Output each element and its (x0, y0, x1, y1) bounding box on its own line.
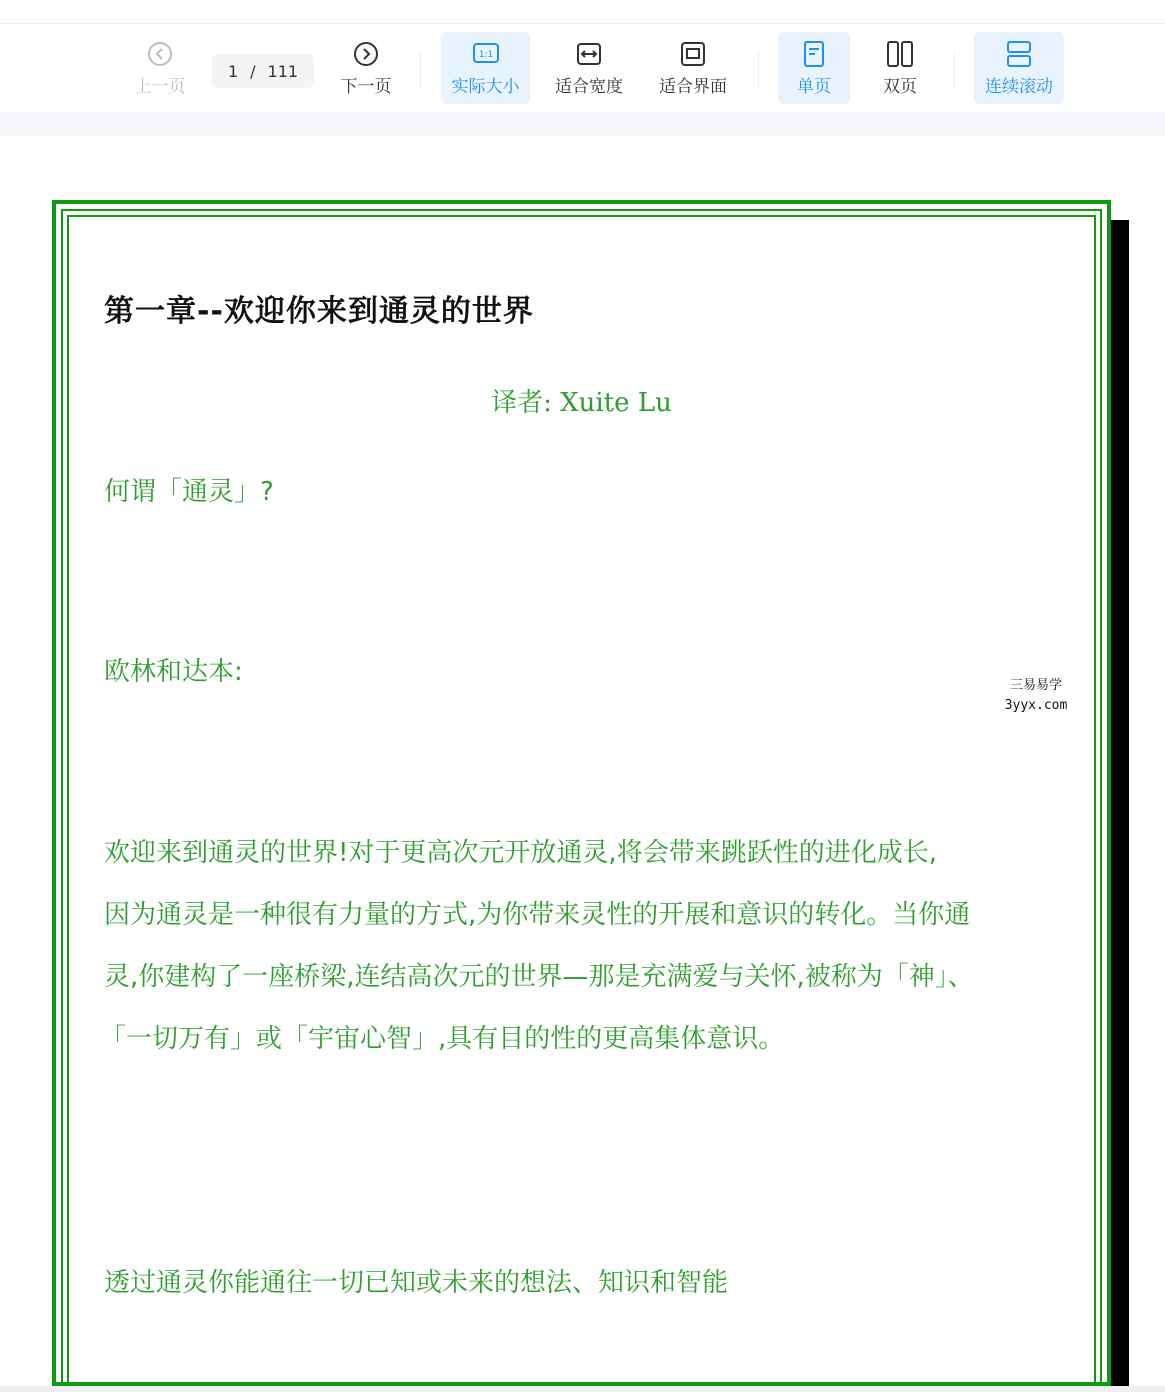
chevron-left-circle-icon (146, 40, 174, 68)
watermark-line1: 三易易学 (1009, 678, 1062, 693)
watermark-line2: 3yyx.com (1004, 698, 1068, 713)
window-bottom-strip (0, 1386, 1165, 1392)
double-page-label: 双页 (883, 76, 917, 97)
translator-credit: 译者: Xuite Lu (491, 388, 672, 418)
single-page-icon (800, 40, 828, 68)
continuous-scroll-button[interactable] (974, 32, 1064, 104)
greeting-line: 欧林和达本: (104, 657, 243, 687)
chevron-right-circle-icon (352, 40, 380, 68)
prev-page-button[interactable] (124, 32, 196, 104)
paragraph-line: 灵,你建构了一座桥梁,连结高次元的世界—那是充满爱与关怀,被称为「神」、 (104, 962, 974, 992)
site-watermark (990, 672, 1082, 720)
page-shadow (1109, 220, 1129, 1386)
total-pages: 111 (267, 61, 299, 81)
page-counter[interactable] (212, 54, 314, 88)
section-question: 何谓「通灵」? (104, 477, 274, 507)
paragraph-line: 欢迎来到通灵的世界!对于更高次元开放通灵,将会带来跳跃性的进化成长, (104, 838, 937, 868)
toolbar-divider (954, 52, 955, 88)
fit-width-button[interactable] (548, 32, 630, 104)
paragraph-line: 「一切万有」或「宇宙心智」,具有目的性的更高集体意识。 (100, 1024, 785, 1054)
next-page-button[interactable] (330, 32, 402, 104)
actual-size-label: 实际大小 (451, 76, 520, 97)
single-page-label: 单页 (797, 76, 831, 97)
continuous-scroll-icon (1005, 40, 1033, 68)
toolbar-bottom-strip (0, 112, 1165, 136)
double-page-button[interactable] (864, 32, 936, 104)
chapter-title: 第一章--欢迎你来到通灵的世界 (104, 294, 534, 329)
fit-page-button[interactable] (652, 32, 734, 104)
paragraph-line: 因为通灵是一种很有力量的方式,为你带来灵性的开展和意识的转化。当你通 (104, 900, 971, 930)
window-top-strip (0, 0, 1165, 24)
fit-width-icon (575, 40, 603, 68)
paragraph-line: 透过通灵你能通往一切已知或未来的想法、知识和智能 (104, 1268, 729, 1298)
actual-size-icon-text: 1:1 (478, 49, 493, 60)
document-page (52, 200, 1111, 1386)
prev-page-label: 上一页 (134, 76, 186, 97)
page-separator: / (250, 61, 256, 81)
toolbar-divider (420, 52, 421, 88)
fit-page-label: 适合界面 (659, 76, 727, 97)
single-page-button[interactable] (778, 32, 850, 104)
fit-page-icon (679, 40, 707, 68)
fit-width-label: 适合宽度 (555, 76, 623, 97)
actual-size-icon (472, 40, 500, 68)
next-page-label: 下一页 (340, 76, 392, 97)
reader-toolbar (0, 24, 1165, 112)
double-page-icon (886, 40, 914, 68)
toolbar-divider (758, 52, 759, 88)
current-page-input[interactable]: 1 (227, 61, 239, 81)
continuous-scroll-label: 连续滚动 (985, 76, 1053, 97)
actual-size-button[interactable] (441, 32, 530, 104)
